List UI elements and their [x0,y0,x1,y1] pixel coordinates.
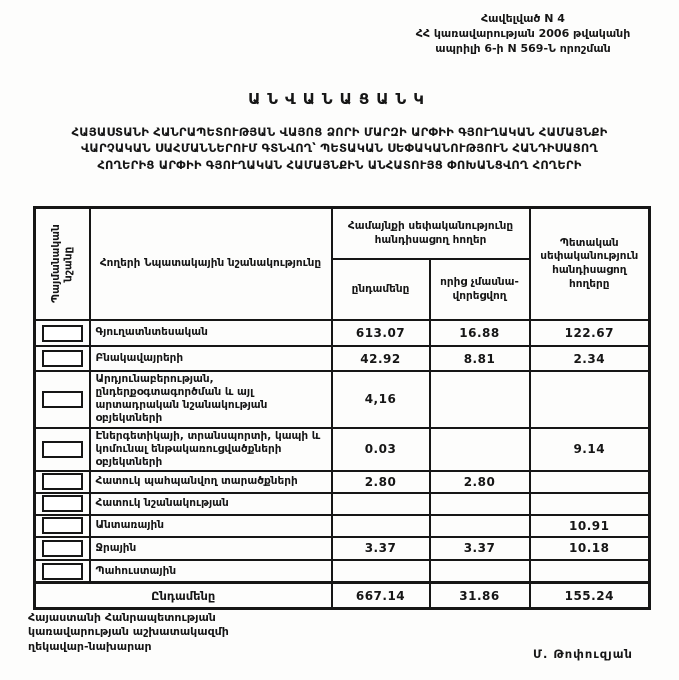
table-row [35,515,650,537]
header-conventional-symbol [35,208,90,321]
header-total-sub: ընդամենը [332,259,430,320]
row-not-privatized-cell [430,560,530,583]
appendix-number: Հավելված N 4 [481,12,565,25]
subtitle-line-1: ՀԱՅԱՍՏԱՆԻ ՀԱՆՐԱՊԵՏՈՒԹՅԱՆ ՎԱՅՈՑ ՁՈՐԻ ՄԱՐԶԻ ԱՐՓԻԻ ԳՅՈՒՂԱԿԱՆ ՀԱՄԱՅՆՔԻ [71,125,608,139]
row-name-cell: Արդյունաբերության, ընդերքօգտագործման և այլ արտադրական նշանակության օբյեկտների [90,371,332,428]
row-state-cell [530,371,650,428]
total-row-total-cell: 667.14 [332,583,430,609]
row-name-cell: Պահուստային [90,560,332,583]
row-state-cell: 9.14 [530,428,650,471]
row-total-cell: 42.92 [332,346,430,371]
row-total-cell: 2.80 [332,471,430,493]
row-name-cell: Գյուղատնտեսական [90,320,332,346]
signatory-title-line-1: Հայաստանի Հանրապետության [28,611,216,624]
header-not-privatized-sub: որից չմասնավորեցվող [430,259,530,320]
row-not-privatized-cell [430,428,530,471]
legend-swatch-box [42,473,83,490]
row-total-cell [332,560,430,583]
document-subtitle [0,124,679,173]
row-state-cell [530,560,650,583]
header-state-property: Պետական սեփականություն հանդիսացող հողերը [530,208,650,321]
signatory-title-line-3: ղեկավար-նախարար [28,639,152,653]
signatory-name: Մ. Թոփուզյան [533,647,633,661]
row-total-cell [332,493,430,515]
legend-swatch-box [42,325,83,342]
appendix-decree-line: ՀՀ կառավարության 2006 թվականի [415,26,631,40]
table-total-row [35,583,650,609]
legend-swatch-box [42,540,83,557]
row-not-privatized-cell [430,493,530,515]
row-name-cell: Անտառային [90,515,332,537]
legend-swatch-cell [35,560,90,583]
subtitle-line-3: ՀՈՂԵՐԻՑ ԱՐՓԻԻ ԳՅՈՒՂԱԿԱՆ ՀԱՄԱՅՆՔԻՆ ԱՆՀԱՏՈՒՅՑ ՓՈԽԱՆՑՎՈՂ ՀՈՂԵՐԻ [97,157,582,172]
total-row-state-cell: 155.24 [530,583,650,609]
appendix-date-line: ապրիլի 6-ի N 569-Ն որոշման [435,41,611,55]
row-name-cell: Բնակավայրերի [90,346,332,371]
total-row-not-privatized-cell: 31.86 [430,583,530,609]
header-community-property-group: Համայնքի սեփականությունը հանդիսացող հողեր [332,208,530,260]
page-title: ԱՆՎԱՆԱՑԱՆԿ [248,90,431,108]
legend-swatch-box [42,563,83,580]
legend-swatch-cell [35,515,90,537]
row-state-cell [530,493,650,515]
row-name-cell: Հատուկ նշանակության [90,493,332,515]
total-row-label: Ընդամենը [35,583,332,609]
table-row [35,428,650,471]
legend-swatch-cell [35,471,90,493]
row-total-cell: 3.37 [332,537,430,560]
row-total-cell: 613.07 [332,320,430,346]
table-row [35,471,650,493]
table-row [35,320,650,346]
row-name-cell: Ջրային [90,537,332,560]
table-row [35,493,650,515]
row-not-privatized-cell: 3.37 [430,537,530,560]
legend-swatch-cell [35,371,90,428]
row-total-cell: 4,16 [332,371,430,428]
row-name-cell: Հատուկ պահպանվող տարածքների [90,471,332,493]
legend-swatch-cell [35,320,90,346]
row-not-privatized-cell [430,515,530,537]
legend-swatch-cell [35,537,90,560]
row-total-cell [332,515,430,537]
signatory-title-block [28,611,229,654]
land-table-wrapper [33,206,651,610]
header-conventional-symbol-label: Պայմանական նշանը [49,224,75,304]
table-row [35,537,650,560]
row-not-privatized-cell: 2.80 [430,471,530,493]
row-state-cell: 10.91 [530,515,650,537]
row-state-cell [530,471,650,493]
subtitle-line-2: ՎԱՐՉԱԿԱՆ ՍԱՀՄԱՆՆԵՐՈՒՄ ԳՏՆՎՈՂ՝ ՊԵՏԱԿԱՆ ՍԵՓԱԿԱՆՈՒԹՅՈՒՆ ՀԱՆԴԻՍԱՑՈՂ [81,141,598,156]
row-not-privatized-cell [430,371,530,428]
row-state-cell: 2.34 [530,346,650,371]
legend-swatch-cell [35,428,90,471]
legend-swatch-cell [35,493,90,515]
legend-swatch-box [42,391,83,408]
legend-swatch-box [42,350,83,367]
row-not-privatized-cell: 16.88 [430,320,530,346]
row-total-cell: 0.03 [332,428,430,471]
row-state-cell: 122.67 [530,320,650,346]
table-row [35,346,650,371]
signatory-title-line-2: կառավարության աշխատակազմի [28,625,229,639]
legend-swatch-box [42,517,83,534]
row-name-cell: Էներգետիկայի, տրանսպորտի, կապի և կոմունալ ենթակառուցվածքների օբյեկտների [90,428,332,471]
legend-swatch-box [42,495,83,512]
row-not-privatized-cell: 8.81 [430,346,530,371]
appendix-reference-block [373,12,673,57]
land-transfer-table [33,206,651,610]
row-state-cell: 10.18 [530,537,650,560]
table-row [35,560,650,583]
legend-swatch-cell [35,346,90,371]
header-land-designation: Հողերի Նպատակային նշանակությունը [90,208,332,321]
table-row [35,371,650,428]
legend-swatch-box [42,441,83,458]
